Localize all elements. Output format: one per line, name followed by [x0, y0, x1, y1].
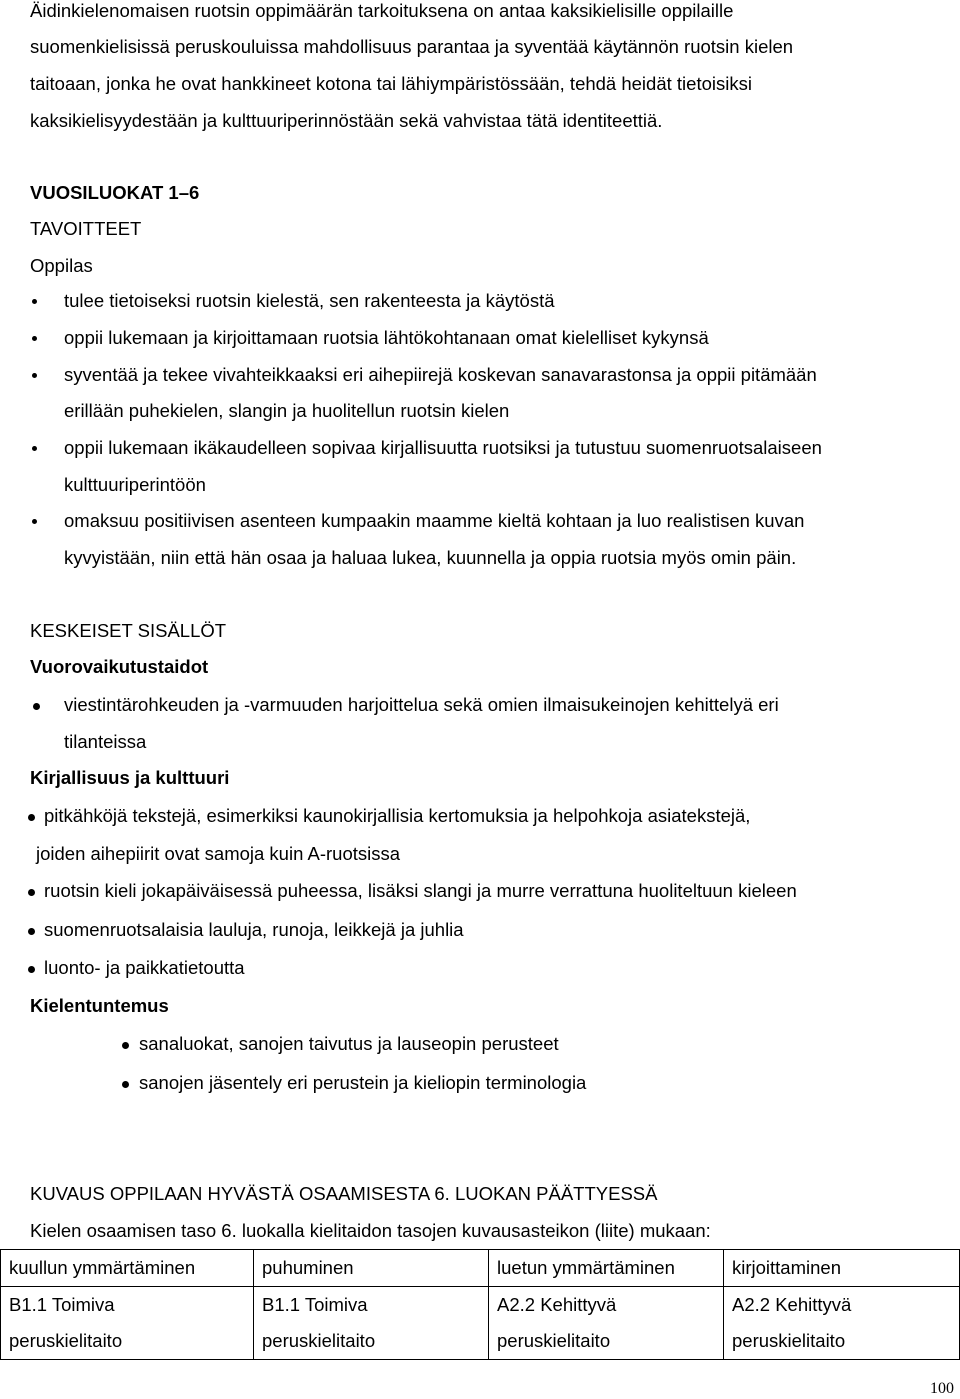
- proficiency-table: [0, 1249, 960, 1360]
- subheading-language: Kielentuntemus: [30, 995, 169, 1016]
- goals-lead: Oppilas: [30, 255, 93, 276]
- goal-text: omaksuu positiivisen asenteen kumpaakin maamme kieltä kohtaan ja luo realistisen kuvan: [64, 510, 805, 531]
- contents-heading: KESKEISET SISÄLLÖT: [30, 620, 227, 641]
- intro-line-1: Äidinkielenomaisen ruotsin oppimäärän tarkoituksena on antaa kaksikielisille oppilaille: [30, 0, 734, 21]
- content-item: viestintärohkeuden ja -varmuuden harjoittelua sekä omien ilmaisukeinojen kehittelyä eri: [64, 694, 779, 715]
- table-header-cell: kuullun ymmärtäminen: [1, 1250, 254, 1287]
- table-header-cell: kirjoittaminen: [724, 1250, 960, 1287]
- content-item: sanojen jäsentely eri perustein ja kieliopin terminologia: [139, 1072, 587, 1093]
- bullet-icon: [28, 928, 35, 935]
- intro-line-2: suomenkielisissä peruskouluissa mahdollisuus parantaa ja syventää käytännön ruotsin kielen: [30, 36, 794, 57]
- table-header-cell: puhuminen: [254, 1250, 489, 1287]
- table-cell: [489, 1287, 724, 1360]
- goal-text-cont: kyvyistään, niin että hän osaa ja haluaa lukea, kuunnella ja oppia ruotsia myös omin päin.: [64, 547, 797, 568]
- table-header-cell: luetun ymmärtäminen: [489, 1250, 724, 1287]
- table-row: [1, 1287, 960, 1360]
- level-name: peruskielitaito: [497, 1330, 611, 1351]
- bullet-icon: [32, 446, 37, 451]
- content-item: ruotsin kieli jokapäiväisessä puheessa, lisäksi slangi ja murre verrattuna huoliteltuun kieleen: [44, 880, 797, 901]
- level-code: B1.1 Toimiva: [9, 1294, 115, 1315]
- content-item-cont: tilanteissa: [64, 731, 147, 752]
- level-code: A2.2 Kehittyvä: [497, 1294, 617, 1315]
- goal-text: oppii lukemaan ja kirjoittamaan ruotsia lähtökohtanaan omat kielelliset kykynsä: [64, 327, 709, 348]
- content-item: sanaluokat, sanojen taivutus ja lauseopin perusteet: [139, 1033, 559, 1054]
- bullet-icon: [32, 299, 37, 304]
- bullet-icon: [28, 966, 35, 973]
- assessment-lead: Kielen osaamisen taso 6. luokalla kielitaidon tasojen kuvausasteikon (liite) mukaan:: [30, 1220, 711, 1241]
- content-item: suomenruotsalaisia lauluja, runoja, leikkejä ja juhlia: [44, 919, 464, 940]
- assessment-heading: KUVAUS OPPILAAN HYVÄSTÄ OSAAMISESTA 6. LUOKAN PÄÄTTYESSÄ: [30, 1183, 658, 1204]
- bullet-icon: [32, 519, 37, 524]
- table-cell: [724, 1287, 960, 1360]
- intro-line-3: taitoaan, jonka he ovat hankkineet kotona tai lähiympäristössään, tehdä heidät tietoisiksi: [30, 73, 752, 94]
- goal-text: tulee tietoiseksi ruotsin kielestä, sen rakenteesta ja käytöstä: [64, 290, 555, 311]
- subheading-literature: Kirjallisuus ja kulttuuri: [30, 767, 230, 788]
- subheading-interaction: Vuorovaikutustaidot: [30, 656, 209, 677]
- bullet-icon: [28, 814, 35, 821]
- level-code: B1.1 Toimiva: [262, 1294, 368, 1315]
- level-name: peruskielitaito: [9, 1330, 123, 1351]
- table-header-row: [1, 1250, 960, 1287]
- table-cell: [254, 1287, 489, 1360]
- bullet-icon: [32, 336, 37, 341]
- content-item-cont: joiden aihepiirit ovat samoja kuin A-ruotsissa: [36, 843, 401, 864]
- goal-text-cont: erillään puhekielen, slangin ja huolitellun ruotsin kielen: [64, 400, 510, 421]
- level-name: peruskielitaito: [732, 1330, 846, 1351]
- bullet-icon: [122, 1042, 129, 1049]
- goals-heading: TAVOITTEET: [30, 218, 142, 239]
- level-code: A2.2 Kehittyvä: [732, 1294, 852, 1315]
- table-cell: [1, 1287, 254, 1360]
- bullet-icon: [33, 703, 40, 710]
- page-number: 100: [930, 1380, 954, 1397]
- level-name: peruskielitaito: [262, 1330, 376, 1351]
- content-item: pitkähköjä tekstejä, esimerkiksi kaunokirjallisia kertomuksia ja helpohkoja asiatekstejä,: [44, 805, 751, 826]
- intro-line-4: kaksikielisyydestään ja kulttuuriperinnöstään sekä vahvistaa tätä identiteettiä.: [30, 110, 663, 131]
- section-heading: VUOSILUOKAT 1–6: [30, 182, 200, 203]
- bullet-icon: [32, 373, 37, 378]
- goal-text-cont: kulttuuriperintöön: [64, 474, 206, 495]
- goal-text: oppii lukemaan ikäkaudelleen sopivaa kirjallisuutta ruotsiksi ja tutustuu suomenruotsalaiseen: [64, 437, 822, 458]
- bullet-icon: [122, 1081, 129, 1088]
- bullet-icon: [28, 889, 35, 896]
- goal-text: syventää ja tekee vivahteikkaaksi eri aihepiirejä koskevan sanavarastonsa ja oppii pitämään: [64, 364, 817, 385]
- content-item: luonto- ja paikkatietoutta: [44, 957, 245, 978]
